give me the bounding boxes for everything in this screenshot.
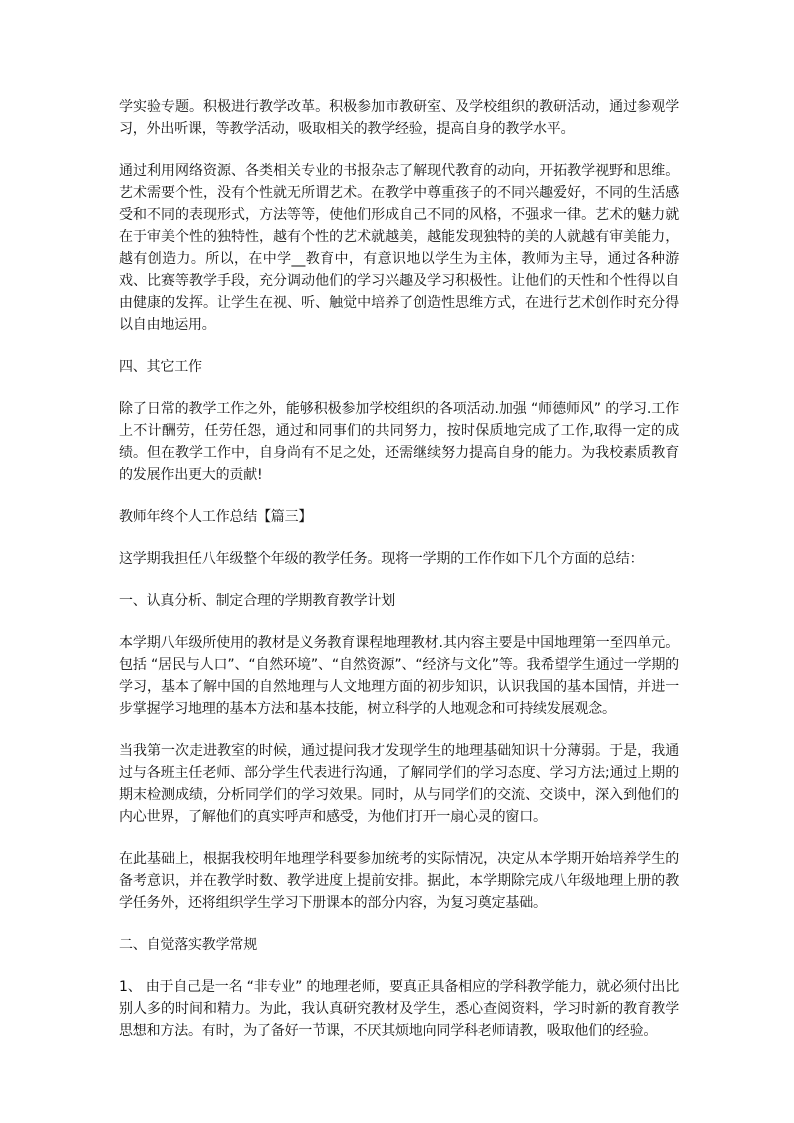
paragraph-intro: 这学期我担任八年级整个年级的教学任务。现将一学期的工作作如下几个方面的总结： (119, 551, 644, 567)
paragraph-first-class: 当我第一次走进教室的时候，通过提问我才发现学生的地理基础知识十分薄弱。于是，我通过与各班主任老师、部分学生代表进行沟通，了解同学们的学习态度、学习方法;通过上期的期末检测成绩，分析同学们的学习效果。同时，从与同学们的交流、交谈中，深入到他们的内心世界，了解他们的真实呼声和感受，为他们打开一扇心灵的窗口。 (119, 743, 679, 825)
paragraph-non-specialist: 1、 由于自己是一名 “非专业” 的地理老师，要真正具备相应的学科教学能力，就必须付出比别人多的时间和精力。为此，我认真研究教材及学生，悉心查阅资料，学习时新的教育教学思想和方法。有时，为了备好一节课，不厌其烦地向同学科老师请教，吸取他们的经验。 (119, 979, 679, 1039)
paragraph-textbook: 本学期八年级所使用的教材是义务教育课程地理教材.其内容主要是中国地理第一至四单元。包括 “居民与人口”、“自然环境”、“自然资源”、“经济与文化”等。我希望学生通过一学期的学习，基本了解中国的自然地理与人文地理方面的初步知识，认识我国的基本国情，并进一步掌握学习地理的基本方法和基本技能，树立科学的人地观念和可持续发展观念。 (119, 635, 679, 717)
heading-article-three: 教师年终个人工作总结【篇三】 (119, 509, 313, 525)
heading-other-work: 四、其它工作 (119, 359, 202, 375)
paragraph-other-work: 除了日常的教学工作之外，能够积极参加学校组织的各项活动.加强 “师德师风” 的学习.工作上不计酬劳，任劳任怨，通过和同事们的共同努力，按时保质地完成了工作,取得一定的成绩。但在教学工作中，自身尚有不足之处，还需继续努力提高自身的能力。为我校素质教育的发展作出更大的贡献! (119, 401, 679, 483)
paragraph-exam-prep: 在此基础上，根据我校明年地理学科要参加统考的实际情况，决定从本学期开始培养学生的备考意识，并在教学时数、教学进度上提前安排。据此，本学期除完成八年级地理上册的教学任务外，还将组织学生学习下册课本的部分内容，为复习奠定基础。 (119, 851, 679, 911)
heading-section-one: 一、认真分析、制定合理的学期教育教学计划 (119, 593, 395, 609)
paragraph-art-education: 通过利用网络资源、各类相关专业的书报杂志了解现代教育的动向，开拓教学视野和思维。艺术需要个性，没有个性就无所谓艺术。在教学中尊重孩子的不同兴趣爱好，不同的生活感受和不同的表现形式，方法等等，使他们形成自己不同的风格，不强求一律。艺术的魅力就在于审美个性的独特性，越有个性的艺术就越美，越能发现独特的美的人就越有审美能力，越有创造力。所以，在中学__教育中，有意识地以学生为主体，教师为主导，通过各种游戏、比赛等教学手段，充分调动他们的学习兴趣及学习积极性。让他们的天性和个性得以自由健康的发挥。让学生在视、听、触觉中培养了创造性思维方式，在进行艺术创作时充分得以自由地运用。 (119, 163, 679, 333)
document-page (119, 96, 679, 1062)
heading-section-two: 二、自觉落实教学常规 (119, 937, 257, 953)
paragraph-teaching-research: 学实验专题。积极进行教学改革。积极参加市教研室、及学校组织的教研活动，通过参观学习，外出听课，等教学活动，吸取相关的教学经验，提高自身的教学水平。 (119, 99, 679, 137)
